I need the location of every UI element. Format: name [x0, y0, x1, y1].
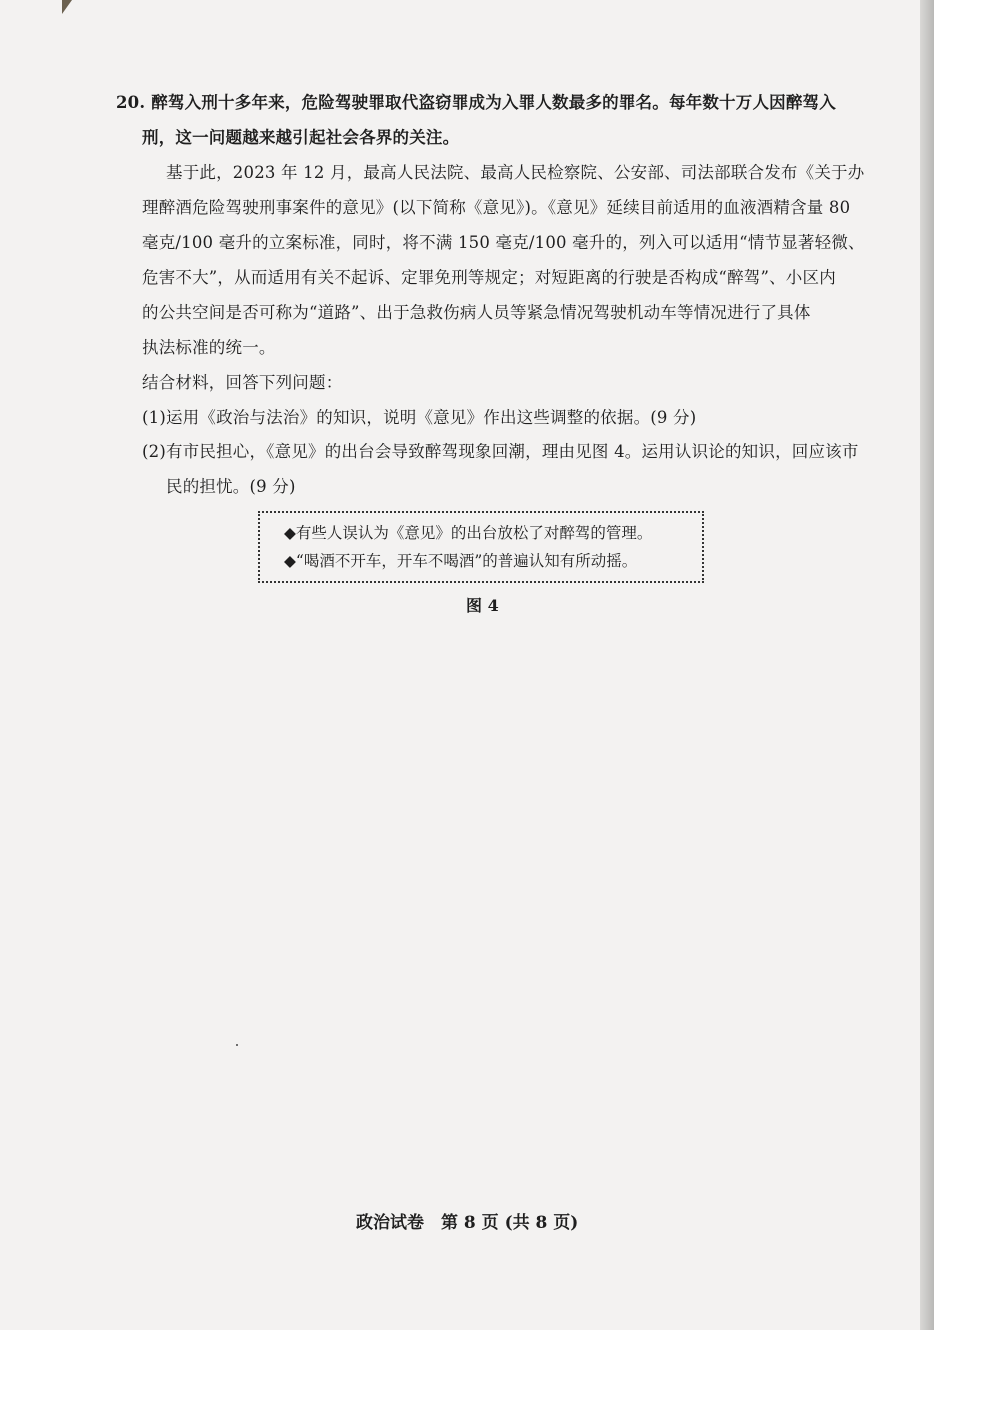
sub-question-2-line-2: 民的担忧。(9 分) [166, 477, 296, 496]
answer-prompt: 结合材料，回答下列问题： [142, 373, 343, 392]
material-paragraph-line: 执法标准的统一。 [142, 338, 276, 357]
question-20-line-2: 刑，这一问题越来越引起社会各界的关注。 [142, 128, 460, 147]
figure-4-box [258, 511, 704, 583]
page-footer: 政治试卷 第 8 页 (共 8 页) [356, 1213, 579, 1233]
question-20-line-1: 20. 醉驾入刑十多年来，危险驾驶罪取代盗窃罪成为入罪人数最多的罪名。每年数十万人因醉驾入 [116, 93, 836, 112]
scan-speck [236, 1044, 238, 1046]
paper-edge-shadow [920, 0, 934, 1330]
material-paragraph-line: 的公共空间是否可称为“道路”、出于急救伤病人员等紧急情况驾驶机动车等情况进行了具体 [142, 303, 811, 322]
material-paragraph-line: 理醉酒危险驾驶刑事案件的意见》(以下简称《意见》)。《意见》延续目前适用的血液酒精含量 80 [142, 198, 851, 217]
figure-caption: 图 4 [466, 596, 499, 615]
material-paragraph-line: 毫克/100 毫升的立案标准，同时，将不满 150 毫克/100 毫升的，列入可以适用“情节显著轻微、 [142, 233, 865, 252]
figure-item: ◆有些人误认为《意见》的出台放松了对醉驾的管理。 [284, 524, 653, 542]
sub-question-1: (1)运用《政治与法治》的知识，说明《意见》作出这些调整的依据。(9 分) [142, 408, 697, 427]
material-paragraph-line: 危害不大”，从而适用有关不起诉、定罪免刑等规定；对短距离的行驶是否构成“醉驾”、小区内 [142, 268, 836, 287]
material-paragraph-line: 基于此，2023 年 12 月，最高人民法院、最高人民检察院、公安部、司法部联合发布《关于办 [166, 163, 865, 182]
corner-mark [62, 0, 72, 14]
sub-question-2-line-1: (2)有市民担心，《意见》的出台会导致醉驾现象回潮，理由见图 4。运用认识论的知识，回应该市 [142, 442, 859, 461]
figure-item: ◆“喝酒不开车，开车不喝酒”的普遍认知有所动摇。 [284, 552, 638, 570]
